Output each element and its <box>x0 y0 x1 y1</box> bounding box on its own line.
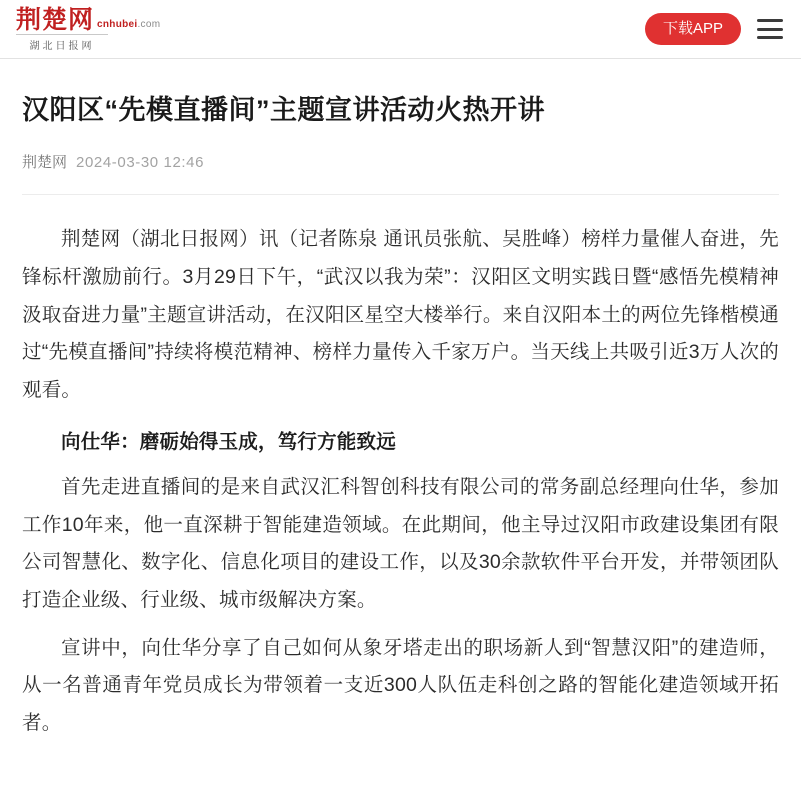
logo-latin-name <box>97 19 160 32</box>
logo-primary-row <box>16 4 161 34</box>
logo-chinese-name: 荆楚网 <box>16 4 95 34</box>
article-container <box>0 92 801 743</box>
article-subheading: 向仕华：磨砺始得玉成，笃行方能致远 <box>61 430 396 453</box>
hamburger-menu-icon[interactable] <box>757 19 783 39</box>
site-logo[interactable] <box>16 4 161 52</box>
menu-bar-3 <box>757 36 783 39</box>
meta-divider <box>22 194 779 195</box>
site-header <box>0 0 801 58</box>
page-title: 汉阳区“先模直播间”主题宣讲活动火热开讲 <box>22 95 545 125</box>
article-timestamp: 2024-03-30 12:46 <box>76 154 205 172</box>
download-app-button[interactable]: 下载APP <box>645 13 741 46</box>
article-body <box>22 221 779 742</box>
logo-domain-suffix: .com <box>137 18 161 30</box>
article-source: 荆楚网 <box>22 154 68 172</box>
header-divider <box>0 58 801 59</box>
article-paragraph: 首先走进直播间的是来自武汉汇科智创科技有限公司的常务副总经理向仕华，参加工作10年来，他一直深耕于智能建造领域。在此期间，他主导过汉阳市政建设集团有限公司智慧化、数字化、信息化项目的建设工作，以及30余款软件平台开发，并带领团队打造企业级、行业级、城市级解决方案。 <box>22 476 779 612</box>
logo-subtitle: 湖北日报网 <box>16 34 108 52</box>
article-paragraph: 荆楚网（湖北日报网）讯（记者陈泉 通讯员张航、吴胜峰）榜样力量催人奋进，先锋标杆激励前行。3月29日下午，“武汉以我为荣”：汉阳区文明实践日暨“感悟先模精神 汲取奋进力量”主题宣讲活动，在汉阳区星空大楼举行。来自汉阳本土的两位先锋楷模通过“先模直播间”持续将模范精神、榜样力量传入千家万户。当天线上共吸引近3万人次的观看。 <box>22 228 779 401</box>
header-actions <box>645 13 783 46</box>
menu-bar-1 <box>757 19 783 22</box>
logo-latin-text: cnhubei <box>97 18 138 30</box>
article-meta <box>22 151 779 172</box>
article-paragraph: 宣讲中，向仕华分享了自己如何从象牙塔走出的职场新人到“智慧汉阳”的建造师，从一名普通青年党员成长为带领着一支近300人队伍走科创之路的智能化建造领域开拓者。 <box>22 636 779 734</box>
menu-bar-2 <box>757 28 783 31</box>
